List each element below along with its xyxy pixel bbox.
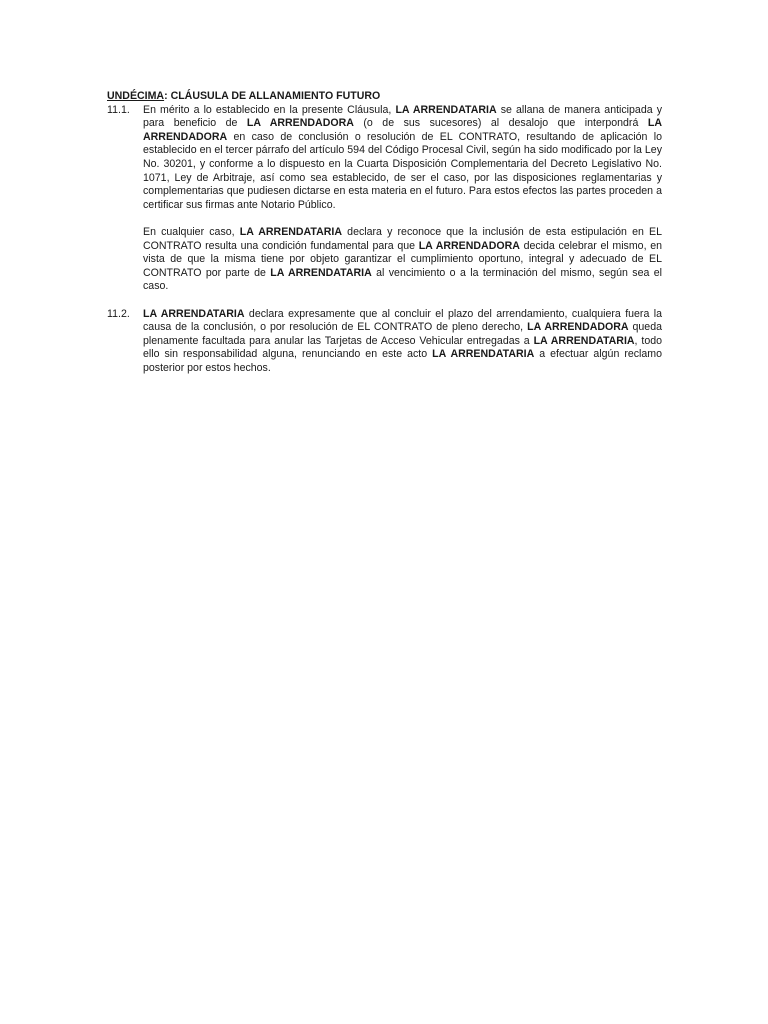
clause-paragraph (143, 308, 662, 376)
paragraph-text: En cualquier caso, (143, 225, 240, 238)
clause-number: 11.1. (107, 103, 130, 116)
clause-heading-ordinal: UNDÉCIMA (107, 90, 165, 102)
paragraph-text: se allana de manera anticipada y para beneficio de (143, 103, 662, 130)
paragraph-text: En mérito a lo establecido en la presente Cláusula, (143, 103, 396, 116)
paragraph-text: a efectuar algún reclamo posterior por estos hechos. (143, 348, 663, 374)
paragraph-text: (o de sus sucesores) al desalojo que interpondrá (353, 117, 648, 130)
clause-heading (107, 90, 662, 104)
clause-heading-title: : CLÁUSULA DE ALLANAMIENTO FUTURO (164, 90, 381, 102)
paragraph-text: decida celebrar el mismo, en vista de que la misma tiene por objeto garantizar el cumplimiento oportuno, integral y adecuado de EL CONTRATO por parte de (143, 239, 662, 279)
party-name: LA ARRENDATARIA (432, 348, 535, 361)
clause-number: 11.2. (107, 307, 130, 320)
party-name: LA ARRENDADORA (143, 117, 662, 143)
clause-body (143, 104, 662, 294)
clause-item (107, 308, 662, 376)
party-name: LA ARRENDATARIA (395, 103, 497, 116)
party-name: LA ARRENDATARIA (533, 334, 635, 347)
clause-paragraph (143, 226, 662, 294)
clause-body (143, 308, 662, 376)
party-name: LA ARRENDATARIA (143, 307, 245, 320)
party-name: LA ARRENDATARIA (239, 225, 343, 238)
paragraph-text: declara y reconoce que la inclusión de esta estipulación en EL CONTRATO resulta una condición fundamental para que (143, 225, 663, 252)
document-page (107, 90, 662, 375)
clause-item (107, 104, 662, 294)
clause-paragraph (143, 104, 662, 213)
clause-list (107, 104, 662, 376)
paragraph-text: en caso de conclusión o resolución de EL CONTRATO, resultando de aplicación lo establecido en el tercer párrafo del artículo 594 del Código Procesal Civil, según ha sido modificado por la Ley No. 30201, y conforme a lo dispuesto en la Cuarta Disposición Complementaria del Decreto Legislativo No. 1071, Ley de Arbitraje, así como sea establecido, de ser el caso, por las disposiciones reglamentarias y complementarias que pudiesen dictarse en esta materia en el futuro. Para estos efectos las partes proceden a certificar sus firmas ante Notario Público. (143, 130, 662, 211)
party-name: LA ARRENDADORA (418, 239, 520, 252)
party-name: LA ARRENDATARIA (270, 266, 372, 279)
paragraph-text: declara expresamente que al concluir el plazo del arrendamiento, cualquiera fuera la causa de la conclusión, o por resolución de EL CONTRATO de pleno derecho, (143, 307, 662, 334)
party-name: LA ARRENDADORA (527, 321, 629, 334)
paragraph-text: queda plenamente facultada para anular las Tarjetas de Acceso Vehicular entregadas a (143, 321, 662, 347)
paragraph-text: , todo ello sin responsabilidad alguna, renunciando en este acto (143, 334, 662, 361)
party-name: LA ARRENDADORA (246, 117, 354, 130)
paragraph-text: al vencimiento o a la terminación del mismo, según sea el caso. (143, 266, 662, 293)
